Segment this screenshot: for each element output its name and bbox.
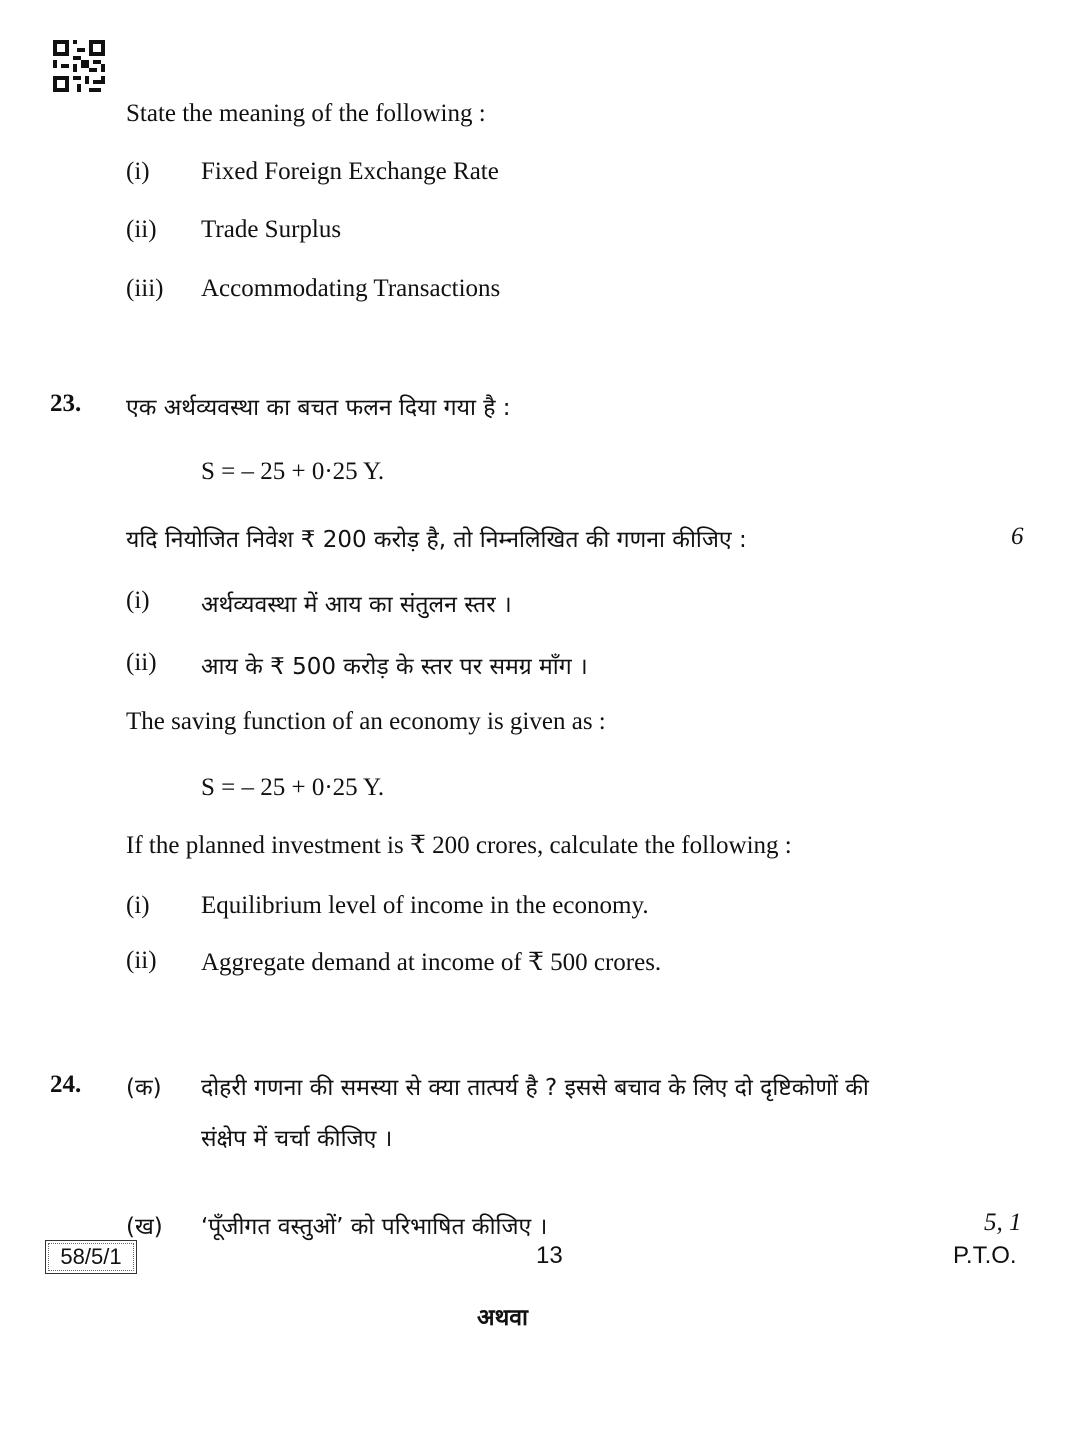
- q23-english-item-label: (i): [126, 892, 150, 919]
- q24-part-b-label: (ख): [126, 1214, 163, 1240]
- q23-hindi-item-label: (ii): [126, 649, 157, 676]
- q22-item-label: (i): [126, 158, 150, 185]
- q24-part-a-line1: दोहरी गणना की समस्या से क्या तात्पर्य है ? इससे बचाव के लिए दो दृष्टिकोणों की: [201, 1075, 869, 1101]
- paper-code-box: [45, 1240, 137, 1274]
- q22-item-text: Trade Surplus: [201, 216, 342, 243]
- q23-hindi-intro: एक अर्थव्यवस्था का बचत फलन दिया गया है :: [126, 395, 511, 421]
- q23-hindi-condition: यदि नियोजित निवेश ₹ 200 करोड़ है, तो निम्नलिखित की गणना कीजिए :: [126, 527, 747, 553]
- q22-item-text: Fixed Foreign Exchange Rate: [201, 158, 499, 185]
- question-number: 23.: [50, 390, 82, 417]
- question-number: 24.: [50, 1071, 82, 1098]
- q23-english-item-text: Aggregate demand at income of ₹ 500 crores.: [201, 949, 662, 976]
- q23-hindi-item-text: आय के ₹ 500 करोड़ के स्तर पर समग्र माँग ।: [201, 654, 588, 680]
- page-number: 13: [536, 1242, 563, 1269]
- q23-hindi-item-label: (i): [126, 587, 150, 614]
- q22-item-label: (ii): [126, 216, 157, 243]
- q23-english-condition: If the planned investment is ₹ 200 crores, calculate the following :: [126, 832, 792, 859]
- or-divider: अथवा: [477, 1305, 529, 1331]
- pto-label: P.T.O.: [953, 1242, 1017, 1269]
- paper-code: 58/5/1: [48, 1243, 134, 1271]
- q23-marks: 6: [1011, 523, 1024, 550]
- q23-english-item-label: (ii): [126, 947, 157, 974]
- qr-code-icon: [53, 40, 105, 92]
- q23-english-item-text: Equilibrium level of income in the economy.: [201, 892, 649, 919]
- q24-part-a-label: (क): [126, 1075, 162, 1101]
- q23-english-equation: S = – 25 + 0·25 Y.: [201, 774, 385, 801]
- q24-part-b-text: ‘पूँजीगत वस्तुओं’ को परिभाषित कीजिए ।: [201, 1214, 548, 1240]
- q24-part-a-line2: संक्षेप में चर्चा कीजिए ।: [201, 1126, 393, 1152]
- q22-intro: State the meaning of the following :: [126, 100, 486, 127]
- q23-hindi-item-text: अर्थव्यवस्था में आय का संतुलन स्तर ।: [201, 592, 512, 618]
- q23-hindi-equation: S = – 25 + 0·25 Y.: [201, 458, 385, 485]
- q22-item-text: Accommodating Transactions: [201, 275, 501, 302]
- q23-english-intro: The saving function of an economy is given as :: [126, 708, 606, 735]
- q22-item-label: (iii): [126, 275, 164, 302]
- q24-marks: 5, 1: [984, 1209, 1022, 1236]
